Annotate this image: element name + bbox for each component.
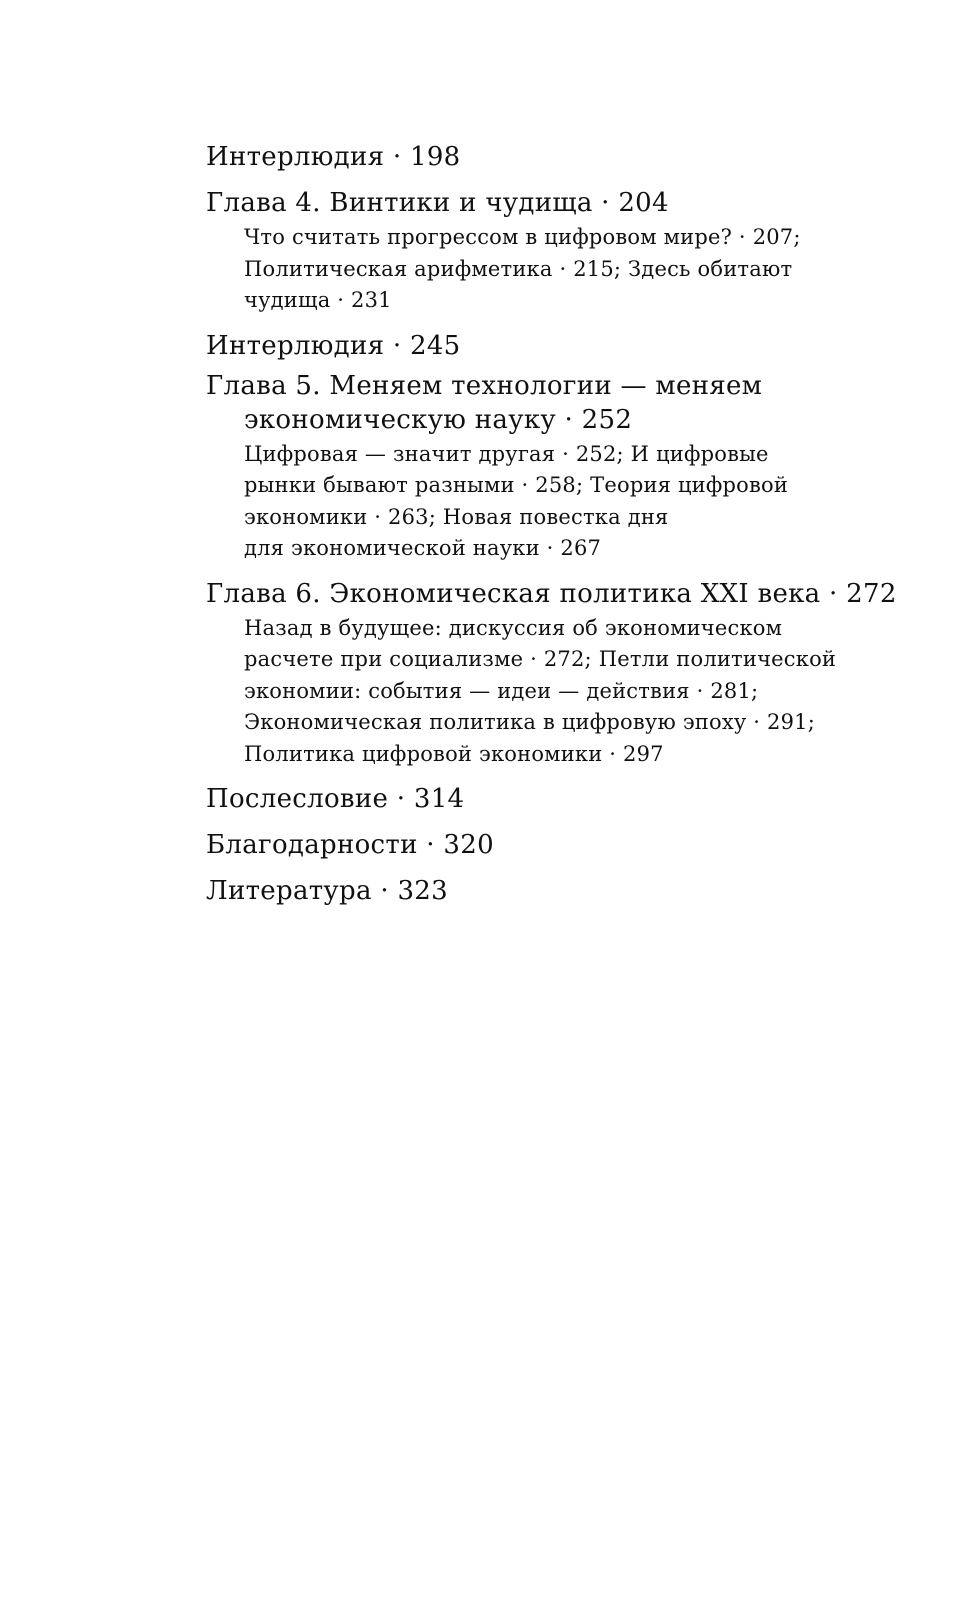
toc-entry-interlude-2 — [206, 329, 906, 363]
toc-entry-afterword — [206, 782, 906, 816]
toc-entry-subsections — [206, 222, 906, 317]
toc-entry-title: Послесловие · 314 — [206, 784, 465, 814]
toc-subsection-line: Цифровая — значит другая · 252; И цифровые — [244, 441, 769, 466]
toc-subsection-line: экономии: события — идеи — действия · 281; — [244, 678, 759, 703]
toc-entry-subsections — [206, 613, 906, 771]
toc-entry-bibliography — [206, 874, 906, 908]
toc-entry-title: Глава 6. Экономическая политика XXI века · 272 — [206, 578, 897, 609]
toc-subsection-line: чудища · 231 — [244, 288, 392, 312]
toc-subsection-line: для экономической науки · 267 — [244, 536, 602, 560]
toc-entry-chapter-4 — [206, 186, 906, 317]
table-of-contents — [206, 140, 906, 908]
toc-entry-title-line: Глава 5. Меняем технологии — меняем — [206, 370, 763, 401]
toc-entry-title: Благодарности · 320 — [206, 830, 494, 860]
toc-subsection-line: Политическая арифметика · 215; Здесь обитают — [244, 256, 793, 281]
toc-entry-interlude-1 — [206, 140, 906, 174]
toc-entry-chapter-6 — [206, 577, 906, 771]
toc-subsection-line: расчете при социализме · 272; Петли политической — [244, 647, 837, 671]
toc-entry-chapter-5 — [206, 369, 906, 565]
toc-entry-title-line: экономическую науку · 252 — [244, 404, 633, 435]
toc-subsection-line: Политика цифровой экономики · 297 — [244, 741, 664, 766]
toc-entry-title: Интерлюдия · 245 — [206, 330, 461, 361]
toc-entry-title: Литература · 323 — [206, 876, 448, 906]
toc-entry-title: Глава 4. Винтики и чудища · 204 — [206, 188, 669, 218]
toc-subsection-line: Назад в будущее: дискуссия об экономическом — [244, 615, 783, 640]
toc-entry-acknowledgements — [206, 828, 906, 862]
toc-entry-title: Интерлюдия · 198 — [206, 142, 461, 172]
toc-subsection-line: Что считать прогрессом в цифровом мире? · 207; — [244, 225, 801, 249]
toc-subsection-line: экономики · 263; Новая повестка дня — [244, 504, 669, 529]
toc-subsection-line: рынки бывают разными · 258; Теория цифровой — [244, 473, 789, 497]
toc-entry-title — [206, 369, 906, 437]
toc-entry-subsections — [206, 439, 906, 565]
toc-subsection-line: Экономическая политика в цифровую эпоху · 291; — [244, 710, 816, 734]
